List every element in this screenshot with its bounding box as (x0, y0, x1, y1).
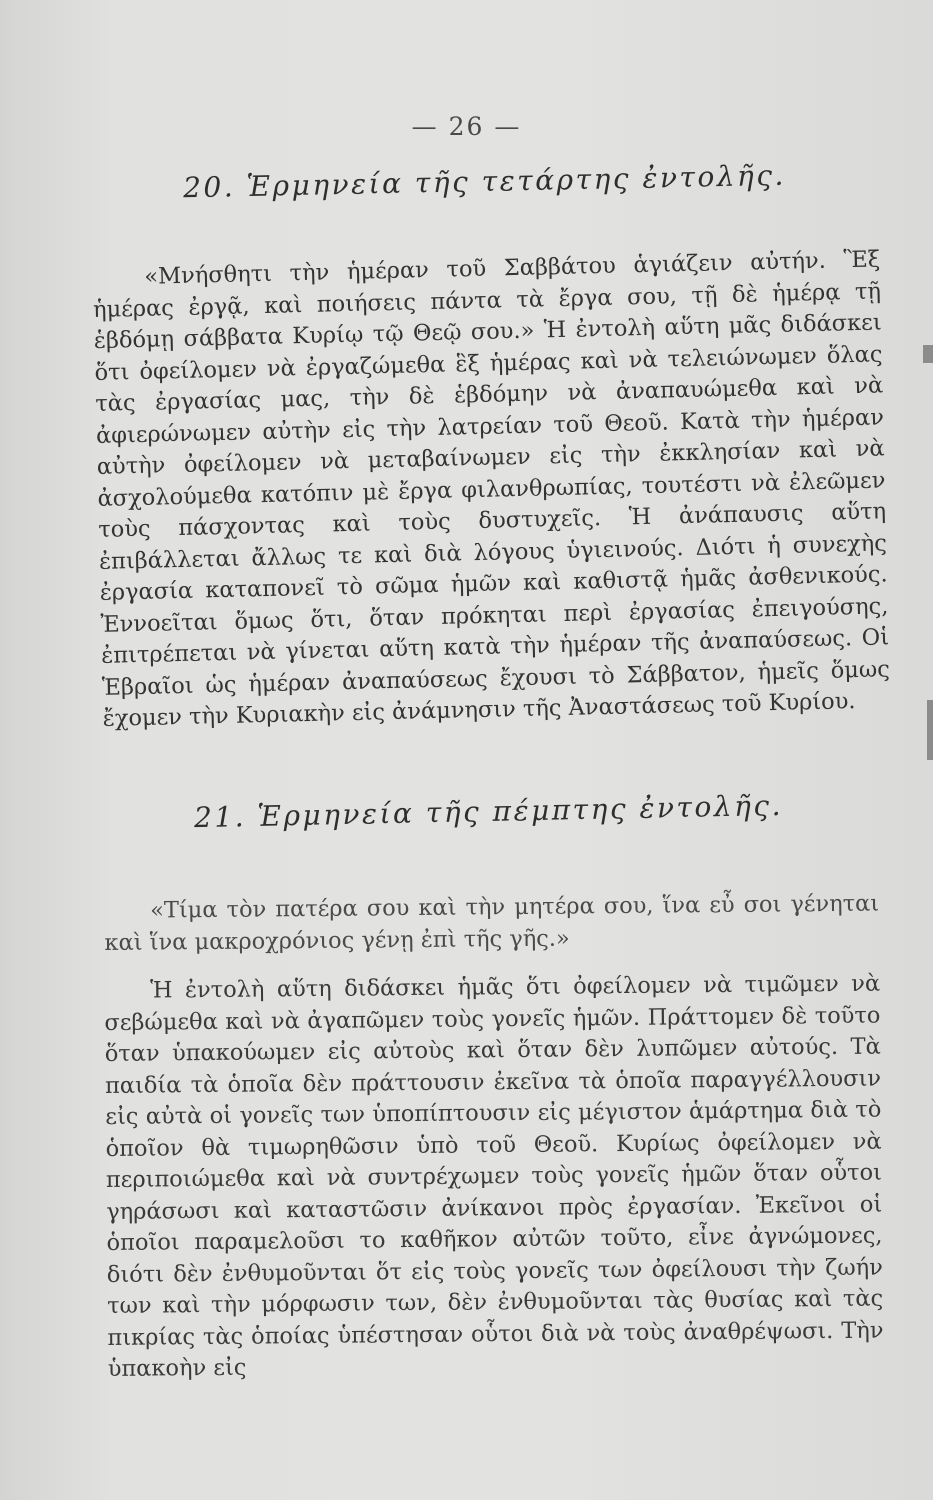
section-title-21: 21. Ἑρμηνεία τῆς πέμπτης ἐντολῆς. (193, 788, 784, 835)
section-21-quote-paragraph: «Τίμα τὸν πατέρα σου καὶ τὴν μητέρα σου, ἵνα εὖ σοι γένηται καὶ ἵνα μακροχρόνιος γένῃ ἐπὶ τῆς γῆς.» (104, 890, 880, 955)
section-21-paragraph: Ἡ ἐντολὴ αὕτη διδάσκει ἡμᾶς ὅτι ὀφείλομεν νὰ τιμῶμεν νὰ σεβώμεθα καὶ νὰ ἀγαπῶμεν τοὺς γονεῖς ἡμῶν. Πράττομεν δὲ τοῦτο ὅταν ὑπακούωμεν εἰς αὐτοὺς καὶ ὅταν δὲν λυπῶμεν αὐτούς. Τὰ παιδία τὰ ὁποῖα δὲν πράττουσιν ἐκεῖνα τὰ ὁποῖα παραγγέλλουσιν εἰς αὐτὰ οἱ γονεῖς των ὑποπίπτουσιν εἰς μέγιστον ἁμάρτημα διὰ τὸ ὁποῖον θὰ τιμωρηθῶσιν ὑπὸ τοῦ Θεοῦ. Κυρίως ὀφείλομεν νὰ περιποιώμεθα καὶ νὰ συντρέχωμεν τοὺς γονεῖς ἡμῶν ὅταν οὗτοι γηράσωσι καὶ καταστῶσιν ἀνίκανοι πρὸς ἐργασίαν. Ἐκεῖνοι οἱ ὁποῖοι παραμελοῦσι το καθῆκον αὐτῶν τοῦτο, εἶνε ἀγνώμονες, διότι δὲν ἐνθυμοῦνται ὅτ εἰς τοὺς γονεῖς των ὀφείλουσι τὴν ζωήν των καὶ τὴν μόρφωσιν των, δὲν ἐνθυμοῦνται τὰς θυσίας καὶ τὰς πικρίας τὰς ὁποίας ὑπέστησαν οὗτοι διὰ νὰ τοὺς ἀναθρέψωσι. Τὴν ὑπακοὴν εἰς (104, 970, 884, 1382)
page-number: — 26 — (411, 112, 522, 141)
section-title-20: 20. Ἑρμηνεία τῆς τετάρτης ἐντολῆς. (182, 158, 787, 205)
section-20-paragraph: «Μνήσθητι τὴν ἡμέραν τοῦ Σαββάτου ἁγιάζειν αὐτήν. Ἓξ ἡμέρας ἐργᾷ, καὶ ποιήσεις πάντα τὰ ἔργα σου, τῇ δὲ ἡμέρᾳ τῇ ἑβδόμῃ σάββατα Κυρίῳ τῷ Θεῷ σου.» Ἡ ἐντολὴ αὕτη μᾶς διδάσκει ὅτι ὀφείλομεν νὰ ἐργαζώμεθα ἓξ ἡμέρας καὶ νὰ τελειώνωμεν ὅλας τὰς ἐργασίας μας, τὴν δὲ ἑβδόμην νὰ ἀναπαυώμεθα καὶ νὰ ἀφιερώνωμεν αὐτὴν εἰς τὴν λατρείαν τοῦ Θεοῦ. Κατὰ τὴν ἡμέραν αὐτὴν ὀφείλομεν νὰ μεταβαίνωμεν εἰς τὴν ἐκκλησίαν καὶ νὰ ἀσχολούμεθα κατόπιν μὲ ἔργα φιλανθρωπίας, τουτέστι νὰ ἐλεῶμεν τοὺς πάσχοντας καὶ τοὺς δυστυχεῖς. Ἡ ἀνάπαυσις αὕτη ἐπιβάλλεται ἄλλως τε καὶ διὰ λόγους ὑγιεινούς. Διότι ἡ συνεχὴς ἐργασία καταπονεῖ τὸ σῶμα ἡμῶν καὶ καθιστᾷ ἡμᾶς ἀσθενικούς. Ἐννοεῖται ὅμως ὅτι, ὅταν πρόκηται περὶ ἐργασίας ἐπειγούσης, ἐπιτρέπεται νὰ γίνεται αὕτη κατὰ τὴν ἡμέραν τῆς ἀναπαύσεως. Οἱ Ἑβραῖοι ὡς ἡμέραν ἀναπαύσεως ἔχουσι τὸ Σάββατον, ἡμεῖς ὅμως ἔχομεν τὴν Κυριακὴν εἰς ἀνάμνησιν τῆς Ἀναστάσεως τοῦ Κυρίου. (92, 245, 891, 732)
page-edge-mark (923, 345, 933, 363)
page-edge-mark (927, 700, 933, 760)
